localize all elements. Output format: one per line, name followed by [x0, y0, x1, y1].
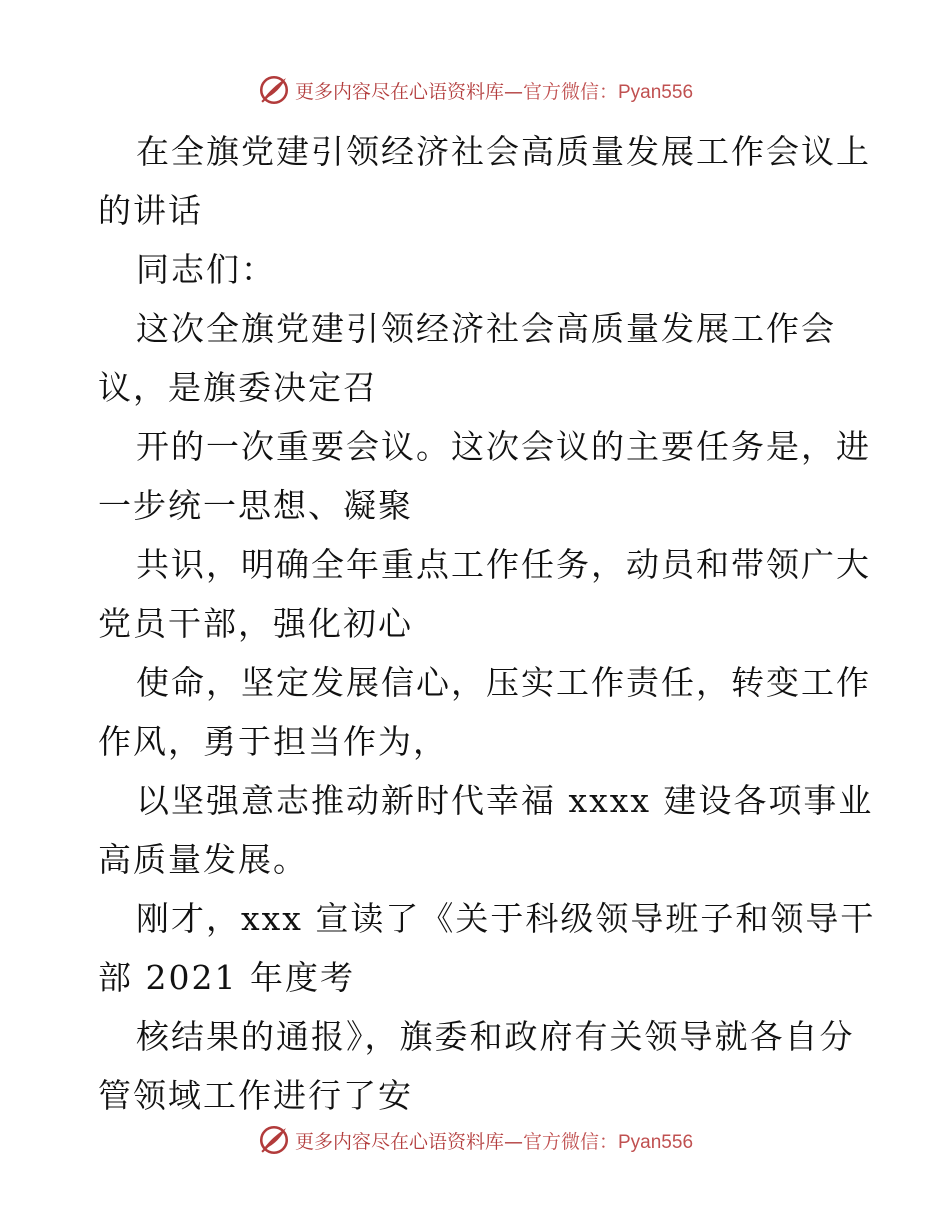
- text-line: 共识，明确全年重点工作任务，动员和带领广大: [136, 545, 871, 584]
- text-line: 以坚强意志推动新时代幸福 xxxx 建设各项事业: [136, 781, 874, 820]
- banner-slogan: 更多内容尽在心语资料库: [294, 80, 504, 103]
- text-line: 在全旗党建引领经济社会高质量发展工作会议上: [136, 132, 871, 171]
- banner-contact-label: 官方微信：: [522, 80, 618, 103]
- quill-logo-icon: [257, 73, 291, 107]
- text-line: 核结果的通报》，旗委和政府有关领导就各自分: [136, 1017, 855, 1056]
- banner-contact-label: 官方微信：: [522, 1130, 618, 1153]
- banner-separator: —: [503, 80, 523, 103]
- quill-logo-icon: [257, 1123, 291, 1157]
- text-line: 管领域工作进行了安: [98, 1076, 413, 1115]
- text-line: 党员干部，强化初心: [98, 604, 413, 643]
- text-line: 这次全旗党建引领经济社会高质量发展工作会: [136, 309, 836, 348]
- text-line: 作风，勇于担当作为，: [98, 722, 448, 761]
- header-banner: [0, 70, 950, 110]
- text-line: 高质量发展。: [98, 840, 308, 879]
- text-line: 的讲话: [98, 191, 203, 230]
- text-line: 一步统一思想、凝聚: [98, 486, 413, 525]
- text-line: 同志们：: [136, 250, 276, 289]
- banner-contact-id: Pyan556: [618, 81, 694, 103]
- document-body: [98, 122, 876, 1125]
- banner-contact-id: Pyan556: [618, 1131, 694, 1153]
- banner-slogan: 更多内容尽在心语资料库: [294, 1130, 504, 1153]
- text-line: 开的一次重要会议。这次会议的主要任务是，进: [136, 427, 871, 466]
- footer-banner: [0, 1120, 950, 1160]
- text-line: 刚才，xxx 宣读了《关于科级领导班子和领导干: [136, 899, 876, 938]
- text-line: 使命，坚定发展信心，压实工作责任，转变工作: [136, 663, 871, 702]
- text-line: 部 2021 年度考: [98, 958, 355, 997]
- banner-text: [295, 1127, 693, 1154]
- banner-text: [295, 77, 693, 104]
- text-line: 议，是旗委决定召: [98, 368, 378, 407]
- banner-separator: —: [503, 1130, 523, 1153]
